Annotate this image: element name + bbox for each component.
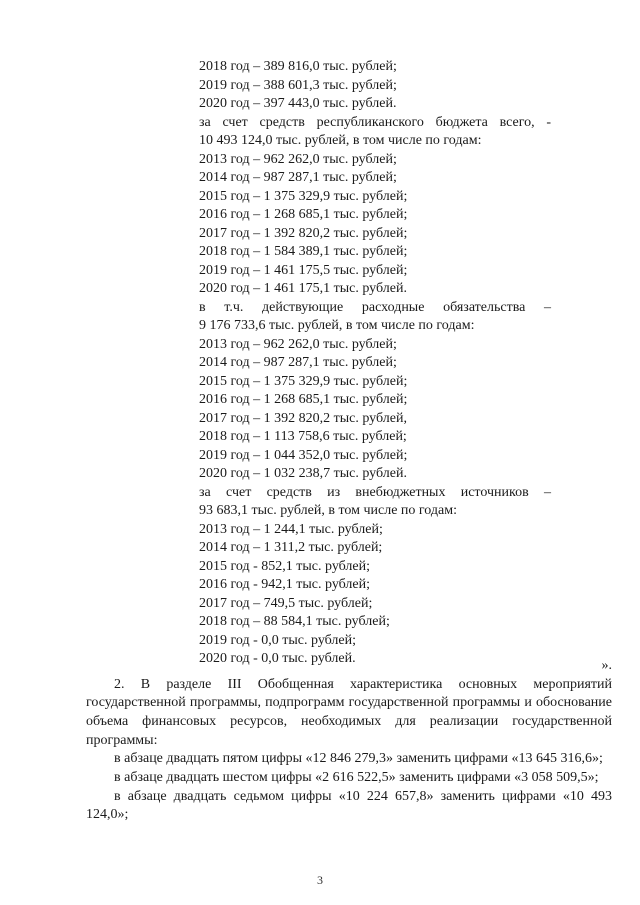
funding-year-line: 2013 год – 962 262,0 тыс. рублей; (199, 336, 397, 352)
funding-year-line: 2015 год – 1 375 329,9 тыс. рублей; (199, 373, 408, 389)
paragraph-amend-25: в абзаце двадцать пятом цифры «12 846 279,3» заменить цифрами «13 645 316,6»; (114, 751, 603, 767)
paragraph-section-3: 2. В разделе III Обобщенная характеристика основных мероприятий государственной программы, подпрограмм государственной программы и обоснование объема финансовых ресурсов, необходимых для реализации государственной программы: (86, 676, 612, 748)
funding-year-line: 2015 год - 852,1 тыс. рублей; (199, 558, 371, 574)
amendment-text (86, 657, 612, 825)
funding-year-line: 2016 год – 1 268 685,1 тыс. рублей; (199, 392, 408, 407)
funding-year-line: 2013 год – 1 244,1 тыс. рублей; (199, 521, 383, 537)
funding-year-line: 2017 год – 1 392 820,2 тыс. рублей; (199, 225, 408, 241)
funding-heading-line: за счет средств республиканского бюджета всего, - (199, 114, 551, 130)
closing-quote: ». (601, 658, 612, 673)
funding-year-line: 2020 год – 1 461 175,1 тыс. рублей. (199, 281, 407, 296)
funding-year-line: 2019 год - 0,0 тыс. рублей; (199, 632, 357, 648)
funding-by-year-list (199, 58, 551, 669)
funding-year-line: 2014 год – 1 311,2 тыс. рублей; (199, 540, 383, 555)
funding-year-line: 2019 год – 388 601,3 тыс. рублей; (199, 77, 397, 93)
funding-year-line: 2017 год – 1 392 820,2 тыс. рублей, (199, 410, 407, 426)
funding-year-line: 2015 год – 1 375 329,9 тыс. рублей; (199, 188, 408, 204)
funding-year-line: 2018 год – 88 584,1 тыс. рублей; (199, 614, 390, 629)
funding-year-line: 2016 год - 942,1 тыс. рублей; (199, 577, 371, 592)
funding-heading-line: в т.ч. действующие расходные обязательства – (199, 299, 551, 315)
funding-year-line: 2020 год – 1 032 238,7 тыс. рублей. (199, 466, 407, 481)
funding-year-line: 2013 год – 962 262,0 тыс. рублей; (199, 151, 397, 167)
funding-year-line: 2014 год – 987 287,1 тыс. рублей; (199, 170, 397, 185)
funding-year-line: 2016 год – 1 268 685,1 тыс. рублей; (199, 207, 408, 222)
paragraph-amend-27: в абзаце двадцать седьмом цифры «10 224 657,8» заменить цифрами «10 493 124,0»; (86, 788, 612, 823)
funding-year-line: 2018 год – 389 816,0 тыс. рублей; (199, 59, 397, 74)
funding-year-line: 2018 год – 1 584 389,1 тыс. рублей; (199, 244, 408, 259)
funding-year-line: 2019 год – 1 461 175,5 тыс. рублей; (199, 262, 408, 278)
funding-year-line: 2020 год – 397 443,0 тыс. рублей. (199, 96, 397, 111)
funding-heading-line: за счет средств из внебюджетных источников – (199, 484, 551, 500)
funding-year-line: 2020 год - 0,0 тыс. рублей. (199, 651, 356, 666)
paragraph-amend-26: в абзаце двадцать шестом цифры «2 616 522,5» заменить цифрами «3 058 509,5»; (114, 770, 599, 786)
funding-year-line: 9 176 733,6 тыс. рублей, в том числе по годам: (199, 318, 475, 333)
page-number: 3 (317, 873, 323, 887)
funding-year-line: 2014 год – 987 287,1 тыс. рублей; (199, 355, 397, 370)
funding-year-line: 2019 год – 1 044 352,0 тыс. рублей; (199, 447, 408, 463)
funding-year-line: 2017 год – 749,5 тыс. рублей; (199, 595, 373, 611)
funding-year-line: 2018 год – 1 113 758,6 тыс. рублей; (199, 429, 407, 444)
funding-year-line: 10 493 124,0 тыс. рублей, в том числе по годам: (199, 133, 482, 148)
funding-year-line: 93 683,1 тыс. рублей, в том числе по годам: (199, 503, 457, 518)
